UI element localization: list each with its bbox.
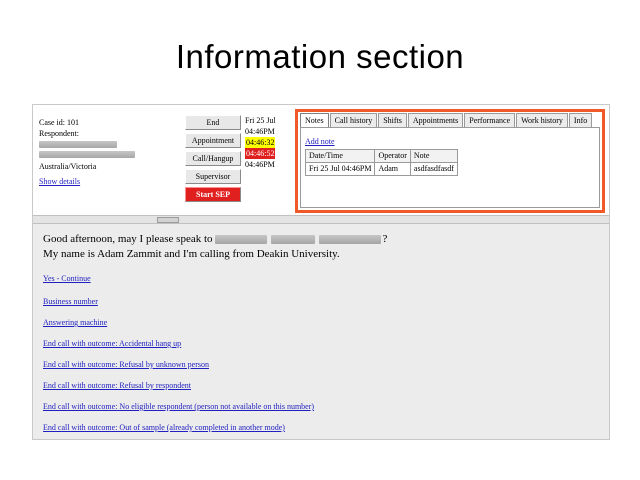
option-accidental-hangup[interactable]: End call with outcome: Accidental hang up	[43, 339, 182, 348]
timer-date: Fri 25 Jul	[245, 116, 276, 125]
call-hangup-button[interactable]: Call/Hangup	[185, 151, 241, 166]
option-out-of-sample[interactable]: End call with outcome: Out of sample (already completed in another mode)	[43, 423, 285, 432]
tab-strip	[298, 112, 602, 127]
option-yes-continue[interactable]: Yes - Continue	[43, 274, 91, 283]
tab-notes[interactable]: Notes	[300, 113, 329, 127]
start-sep-button[interactable]: Start SEP	[185, 187, 241, 202]
tab-performance[interactable]: Performance	[464, 113, 515, 127]
column-header-operator: Operator	[375, 150, 410, 163]
redacted-surname	[319, 235, 381, 244]
timer-highlight-red: 04:46:52	[246, 149, 275, 158]
redacted-firstname	[271, 235, 315, 244]
script-options	[43, 274, 599, 432]
option-refusal-unknown-person[interactable]: End call with outcome: Refusal by unknown person	[43, 360, 209, 369]
tab-appointments[interactable]: Appointments	[408, 113, 463, 127]
case-details	[39, 117, 157, 187]
timer-bottom-time: 04:46PM	[245, 160, 275, 169]
column-header-note: Note	[410, 150, 457, 163]
option-refusal-respondent[interactable]: End call with outcome: Refusal by respondent	[43, 381, 191, 390]
call-panel	[33, 105, 609, 215]
show-details-link[interactable]: Show details	[39, 177, 81, 186]
cell-note: asdfasdfasdf	[410, 163, 457, 176]
redacted-phone	[39, 151, 135, 158]
option-no-eligible-respondent[interactable]: End call with outcome: No eligible respondent (person not available on this number)	[43, 402, 315, 411]
supervisor-button[interactable]: Supervisor	[185, 169, 241, 184]
column-header-datetime: Date/Time	[306, 150, 375, 163]
redacted-title	[215, 235, 267, 244]
region-label: Australia/Victoria	[39, 162, 97, 171]
script-pane	[33, 224, 609, 439]
script-line-1-suffix: ?	[382, 233, 388, 245]
option-answering-machine[interactable]: Answering machine	[43, 318, 108, 327]
tab-call-history[interactable]: Call history	[330, 113, 378, 127]
option-business-number[interactable]: Business number	[43, 297, 98, 306]
appointment-button[interactable]: Appointment	[185, 133, 241, 148]
timer-highlight-yellow: 04:46:32	[246, 138, 275, 147]
script-line-1	[43, 232, 599, 247]
cell-operator: Adam	[375, 163, 410, 176]
end-button[interactable]: End	[185, 115, 241, 130]
notes-tab-body	[300, 127, 600, 208]
table-header-row	[306, 150, 458, 163]
case-id-label: Case id: 101	[39, 118, 79, 127]
pane-splitter[interactable]	[33, 215, 609, 224]
tab-shifts[interactable]: Shifts	[378, 113, 407, 127]
page-title: Information section	[175, 38, 465, 75]
redacted-name	[39, 141, 117, 148]
cell-datetime: Fri 25 Jul 04:46PM	[306, 163, 375, 176]
call-action-buttons	[185, 115, 241, 205]
splitter-grip[interactable]	[157, 217, 179, 223]
call-timers	[245, 115, 291, 170]
info-tab-panel	[295, 109, 605, 213]
table-row[interactable]	[306, 163, 458, 176]
tab-work-history[interactable]: Work history	[516, 113, 568, 127]
notes-table	[305, 149, 458, 176]
tab-info[interactable]: Info	[569, 113, 592, 127]
add-note-link[interactable]: Add note	[305, 137, 335, 146]
timer-time: 04:46PM	[245, 127, 275, 136]
respondent-label: Respondent:	[39, 129, 79, 138]
application-screenshot	[32, 104, 610, 440]
script-line-1-text: Good afternoon, may I please speak to	[43, 233, 213, 245]
script-line-2: My name is Adam Zammit and I'm calling from Deakin University.	[43, 248, 340, 260]
